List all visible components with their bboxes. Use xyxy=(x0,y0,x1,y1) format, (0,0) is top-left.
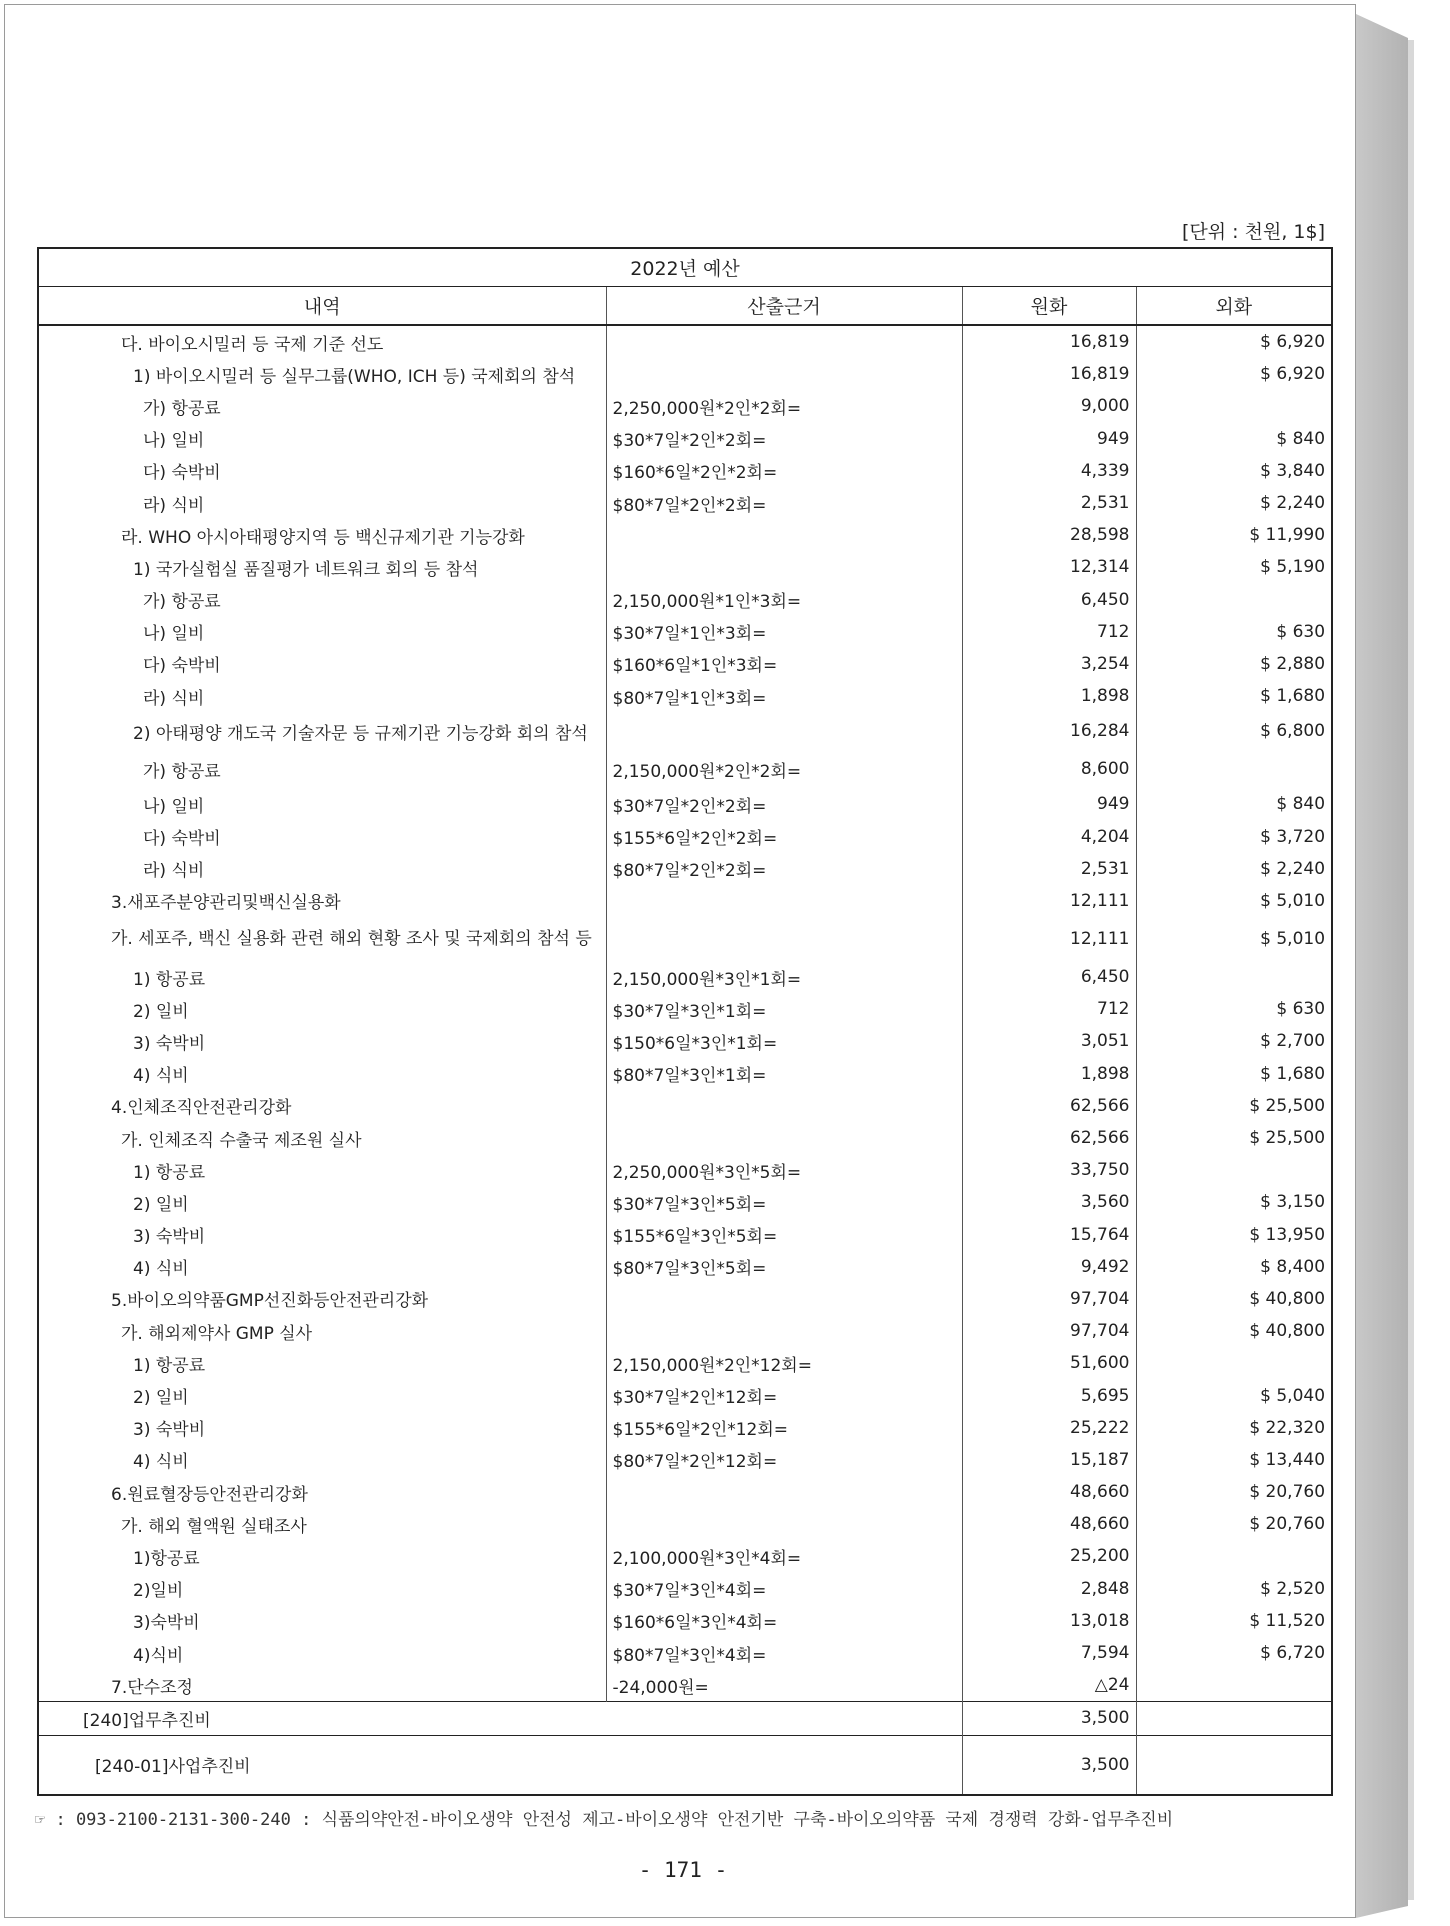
item-label: 5.바이오의약품GMP선진화등안전관리강화 xyxy=(111,1291,429,1312)
cell-usd: $ 2,880 xyxy=(1260,653,1326,674)
cell-basis: $30*7일*2인*2회= xyxy=(606,423,962,455)
cell-basis: 2,150,000원*1인*3회= xyxy=(606,584,962,616)
cell-basis xyxy=(606,1090,962,1122)
item-label: 1) 국가실험실 품질평가 네트워크 회의 등 참석 xyxy=(133,559,479,580)
cell-usd: $ 630 xyxy=(1276,621,1326,642)
cell-usd: $ 1,680 xyxy=(1260,686,1326,707)
cell-usd xyxy=(1136,584,1332,616)
cell-usd: $ 840 xyxy=(1276,794,1326,815)
cell-usd: $ 5,010 xyxy=(1260,929,1326,949)
cell-krw: 3,051 xyxy=(962,1025,1136,1057)
cell-basis: 2,150,000원*3인*1회= xyxy=(606,961,962,993)
cell-usd: $ 2,700 xyxy=(1260,1031,1326,1052)
cell-item xyxy=(38,1186,606,1218)
cell-krw: 16,284 xyxy=(962,712,1136,750)
cell-usd: $ 3,150 xyxy=(1260,1192,1326,1213)
table-row xyxy=(38,1122,1332,1154)
cell-item xyxy=(38,358,606,390)
cell-krw: 7,594 xyxy=(962,1637,1136,1669)
table-row xyxy=(38,1476,1332,1508)
item-label: 2) 일비 xyxy=(133,1001,189,1022)
cell-item xyxy=(38,1444,606,1476)
unit-note: [단위 : 천원, 1$] xyxy=(1182,221,1325,243)
header-basis: 산출근거 xyxy=(606,287,962,326)
table-row xyxy=(38,1605,1332,1637)
cell-krw: 6,450 xyxy=(962,584,1136,616)
table-row xyxy=(38,423,1332,455)
table-row xyxy=(38,1283,1332,1315)
cell-basis: $160*6일*1인*3회= xyxy=(606,648,962,680)
item-label: 1) 항공료 xyxy=(133,969,206,990)
item-label: 라) 식비 xyxy=(143,861,205,882)
cell-item xyxy=(38,885,606,917)
cell-krw: 6,450 xyxy=(962,961,1136,993)
item-label: 3) 숙박비 xyxy=(133,1420,206,1441)
cell-item xyxy=(38,853,606,885)
cell-basis: $30*7일*3인*5회= xyxy=(606,1186,962,1218)
cell-krw: 1,898 xyxy=(962,680,1136,712)
table-row xyxy=(38,455,1332,487)
summary-row xyxy=(38,1735,1332,1795)
table-title: 2022년 예산 xyxy=(38,248,1332,287)
item-label: 가. 세포주, 백신 실용화 관련 해외 현황 조사 및 국제회의 참석 등 xyxy=(111,929,592,949)
cell-basis xyxy=(606,358,962,390)
cell-usd: $ 25,500 xyxy=(1249,1128,1326,1149)
table-row xyxy=(38,1669,1332,1702)
cell-krw: 4,204 xyxy=(962,820,1136,852)
document-page xyxy=(4,4,1356,1918)
cell-basis: $80*7일*2인*12회= xyxy=(606,1444,962,1476)
cell-krw: 3,254 xyxy=(962,648,1136,680)
item-label: 7.단수조정 xyxy=(111,1677,193,1698)
cell-usd: $ 6,920 xyxy=(1260,332,1326,353)
cell-krw: 51,600 xyxy=(962,1347,1136,1379)
cell-item xyxy=(38,1058,606,1090)
item-label: 4)식비 xyxy=(133,1645,184,1666)
summary-usd xyxy=(1136,1702,1332,1735)
cell-basis xyxy=(606,712,962,750)
cell-basis: 2,150,000원*2인*2회= xyxy=(606,750,962,788)
cell-krw: 1,898 xyxy=(962,1058,1136,1090)
cell-item xyxy=(38,1379,606,1411)
cell-item xyxy=(38,1219,606,1251)
table-row xyxy=(38,820,1332,852)
cell-basis xyxy=(606,1508,962,1540)
cell-krw: 48,660 xyxy=(962,1508,1136,1540)
table-row xyxy=(38,390,1332,422)
table-row xyxy=(38,648,1332,680)
page-stack-edge xyxy=(1356,14,1408,1918)
table-row xyxy=(38,1508,1332,1540)
cell-basis: $80*7일*3인*1회= xyxy=(606,1058,962,1090)
cell-item xyxy=(38,1025,606,1057)
item-label: 라) 식비 xyxy=(143,688,205,709)
cell-krw: 15,187 xyxy=(962,1444,1136,1476)
cell-item xyxy=(38,820,606,852)
cell-item xyxy=(38,993,606,1025)
cell-item xyxy=(38,680,606,712)
cell-basis: $80*7일*1인*3회= xyxy=(606,680,962,712)
cell-item xyxy=(38,1122,606,1154)
cell-basis: 2,250,000원*3인*5회= xyxy=(606,1154,962,1186)
cell-krw: 33,750 xyxy=(962,1154,1136,1186)
cell-item xyxy=(38,584,606,616)
cell-item xyxy=(38,1315,606,1347)
item-label: 1) 바이오시밀러 등 실무그룹(WHO, ICH 등) 국제회의 참석 xyxy=(133,366,576,387)
cell-basis xyxy=(606,325,962,358)
item-label: 2) 아태평양 개도국 기술자문 등 규제기관 기능강화 회의 참석 xyxy=(133,723,588,744)
cell-basis: $30*7일*3인*4회= xyxy=(606,1573,962,1605)
cell-usd: $ 8,400 xyxy=(1260,1256,1326,1277)
cell-basis: $80*7일*2인*2회= xyxy=(606,853,962,885)
item-label: 1)항공료 xyxy=(133,1548,200,1569)
item-label: 4) 식비 xyxy=(133,1259,189,1280)
cell-krw: 12,111 xyxy=(962,885,1136,917)
item-label: 2) 일비 xyxy=(133,1388,189,1409)
item-label: 2)일비 xyxy=(133,1581,184,1602)
item-label: 4.인체조직안전관리강화 xyxy=(111,1098,292,1119)
cell-usd xyxy=(1136,1540,1332,1572)
cell-item xyxy=(38,455,606,487)
cell-basis: $155*6일*2인*12회= xyxy=(606,1412,962,1444)
cell-usd: $ 22,320 xyxy=(1249,1417,1326,1438)
cell-basis xyxy=(606,519,962,551)
table-row xyxy=(38,584,1332,616)
cell-krw: 97,704 xyxy=(962,1315,1136,1347)
table-row xyxy=(38,1058,1332,1090)
cell-usd: $ 20,760 xyxy=(1249,1482,1326,1503)
item-label: 3) 숙박비 xyxy=(133,1227,206,1248)
cell-item xyxy=(38,325,606,358)
cell-krw: 9,492 xyxy=(962,1251,1136,1283)
cell-krw: 16,819 xyxy=(962,358,1136,390)
cell-usd: $ 20,760 xyxy=(1249,1514,1326,1535)
cell-usd: $ 840 xyxy=(1276,428,1326,449)
cell-basis: $150*6일*3인*1회= xyxy=(606,1025,962,1057)
item-label: 3) 숙박비 xyxy=(133,1033,206,1054)
cell-basis xyxy=(606,1476,962,1508)
item-label: 가) 항공료 xyxy=(143,761,221,782)
cell-usd: $ 5,040 xyxy=(1260,1385,1326,1406)
cell-basis xyxy=(606,551,962,583)
cell-basis: -24,000원= xyxy=(606,1669,962,1702)
header-usd: 외화 xyxy=(1136,287,1332,326)
table-row xyxy=(38,885,1332,917)
cell-krw: 13,018 xyxy=(962,1605,1136,1637)
cell-item xyxy=(38,1637,606,1669)
cell-item xyxy=(38,519,606,551)
cell-basis: $155*6일*3인*5회= xyxy=(606,1219,962,1251)
cell-basis: $30*7일*2인*2회= xyxy=(606,788,962,820)
cell-basis: 2,150,000원*2인*12회= xyxy=(606,1347,962,1379)
item-label: 4) 식비 xyxy=(133,1452,189,1473)
cell-usd xyxy=(1136,750,1332,788)
summary-krw: 3,500 xyxy=(962,1735,1136,1795)
cell-krw: 97,704 xyxy=(962,1283,1136,1315)
table-row xyxy=(38,1025,1332,1057)
item-label: 가. 해외제약사 GMP 실사 xyxy=(121,1323,313,1344)
table-body xyxy=(38,325,1332,1702)
item-label: 3.새포주분양관리및백신실용화 xyxy=(111,893,341,914)
cell-item xyxy=(38,1605,606,1637)
table-row xyxy=(38,519,1332,551)
item-label: 1) 항공료 xyxy=(133,1162,206,1183)
cell-item xyxy=(38,648,606,680)
cell-krw: 48,660 xyxy=(962,1476,1136,1508)
cell-usd: $ 11,990 xyxy=(1249,525,1326,546)
cell-basis: $30*7일*1인*3회= xyxy=(606,616,962,648)
cell-usd: $ 13,440 xyxy=(1249,1449,1326,1470)
cell-krw: 712 xyxy=(962,993,1136,1025)
item-label: 라. WHO 아시아태평양지역 등 백신규제기관 기능강화 xyxy=(121,527,525,548)
cell-krw: 62,566 xyxy=(962,1122,1136,1154)
page-edge-shadow xyxy=(1408,40,1414,1900)
cell-usd: $ 11,520 xyxy=(1249,1610,1326,1631)
table-row xyxy=(38,1219,1332,1251)
cell-usd: $ 6,920 xyxy=(1260,364,1326,385)
cell-usd: $ 2,520 xyxy=(1260,1578,1326,1599)
cell-krw: 949 xyxy=(962,788,1136,820)
item-label: 가) 항공료 xyxy=(143,592,221,613)
cell-usd: $ 3,840 xyxy=(1260,460,1326,481)
cell-usd: $ 2,240 xyxy=(1260,493,1326,514)
cell-item xyxy=(38,487,606,519)
table-row xyxy=(38,680,1332,712)
cell-basis: $155*6일*2인*2회= xyxy=(606,820,962,852)
table-row xyxy=(38,1090,1332,1122)
table-row xyxy=(38,1444,1332,1476)
cell-usd: $ 5,010 xyxy=(1260,890,1326,911)
table-row xyxy=(38,1154,1332,1186)
cell-usd: $ 5,190 xyxy=(1260,557,1326,578)
table-row xyxy=(38,750,1332,788)
cell-item xyxy=(38,1090,606,1122)
cell-usd: $ 40,800 xyxy=(1249,1288,1326,1309)
summary-krw: 3,500 xyxy=(962,1702,1136,1735)
item-label: 나) 일비 xyxy=(143,796,205,817)
cell-krw: 12,111 xyxy=(962,917,1136,961)
table-row xyxy=(38,1251,1332,1283)
item-label: 6.원료혈장등안전관리강화 xyxy=(111,1484,308,1505)
cell-basis xyxy=(606,1283,962,1315)
cell-basis: $80*7일*2인*2회= xyxy=(606,487,962,519)
table-row xyxy=(38,1379,1332,1411)
table-row xyxy=(38,961,1332,993)
cell-item xyxy=(38,1476,606,1508)
header-item: 내역 xyxy=(38,287,606,326)
cell-usd xyxy=(1136,390,1332,422)
cell-item xyxy=(38,390,606,422)
cell-item xyxy=(38,1508,606,1540)
table-row xyxy=(38,1315,1332,1347)
cell-item xyxy=(38,1573,606,1605)
budget-code-footnote: ☞ : 093-2100-2131-300-240 : 식품의약안전-바이오생약 안전성 제고-바이오생약 안전기반 구축-바이오의약품 국제 경쟁력 강화-업무추진비 xyxy=(35,1810,1174,1830)
cell-usd xyxy=(1136,961,1332,993)
cell-basis: $30*7일*2인*12회= xyxy=(606,1379,962,1411)
table-row xyxy=(38,1412,1332,1444)
cell-basis xyxy=(606,1315,962,1347)
item-label: 다) 숙박비 xyxy=(143,656,221,677)
cell-krw: 9,000 xyxy=(962,390,1136,422)
cell-basis: $80*7일*3인*5회= xyxy=(606,1251,962,1283)
cell-item xyxy=(38,1283,606,1315)
table-row xyxy=(38,1347,1332,1379)
cell-usd: $ 630 xyxy=(1276,999,1326,1020)
cell-item xyxy=(38,961,606,993)
table-row xyxy=(38,788,1332,820)
cell-krw: 15,764 xyxy=(962,1219,1136,1251)
cell-krw: 5,695 xyxy=(962,1379,1136,1411)
table-row xyxy=(38,853,1332,885)
item-label: 1) 항공료 xyxy=(133,1355,206,1376)
cell-basis: $30*7일*3인*1회= xyxy=(606,993,962,1025)
table-summary xyxy=(38,1702,1332,1795)
item-label: 가. 인체조직 수출국 제조원 실사 xyxy=(121,1130,362,1151)
cell-basis xyxy=(606,885,962,917)
cell-usd: $ 3,720 xyxy=(1260,826,1326,847)
item-label: 다) 숙박비 xyxy=(143,829,221,850)
cell-item xyxy=(38,1540,606,1572)
cell-krw: 8,600 xyxy=(962,750,1136,788)
item-label: 가) 항공료 xyxy=(143,398,221,419)
cell-usd xyxy=(1136,1347,1332,1379)
cell-krw: 28,598 xyxy=(962,519,1136,551)
summary-item: [240-01]사업추진비 xyxy=(38,1735,962,1795)
item-label: 가. 해외 혈액원 실태조사 xyxy=(121,1516,307,1537)
cell-item xyxy=(38,616,606,648)
cell-krw: 712 xyxy=(962,616,1136,648)
cell-item xyxy=(38,750,606,788)
table-row xyxy=(38,1540,1332,1572)
cell-krw: 25,200 xyxy=(962,1540,1136,1572)
table-row xyxy=(38,1573,1332,1605)
cell-basis: $160*6일*3인*4회= xyxy=(606,1605,962,1637)
summary-usd xyxy=(1136,1735,1332,1795)
cell-basis xyxy=(606,917,962,961)
cell-krw: 12,314 xyxy=(962,551,1136,583)
budget-table xyxy=(37,247,1333,1796)
summary-row xyxy=(38,1702,1332,1735)
table-row xyxy=(38,616,1332,648)
cell-usd: $ 40,800 xyxy=(1249,1321,1326,1342)
cell-krw: 4,339 xyxy=(962,455,1136,487)
item-label: 2) 일비 xyxy=(133,1194,189,1215)
cell-krw: 2,531 xyxy=(962,487,1136,519)
cell-item xyxy=(38,551,606,583)
table-row xyxy=(38,358,1332,390)
cell-item xyxy=(38,1347,606,1379)
cell-basis: 2,250,000원*2인*2회= xyxy=(606,390,962,422)
cell-krw: 2,848 xyxy=(962,1573,1136,1605)
table-row xyxy=(38,712,1332,750)
table-row xyxy=(38,1186,1332,1218)
item-label: 나) 일비 xyxy=(143,624,205,645)
table-row xyxy=(38,487,1332,519)
item-label: 4) 식비 xyxy=(133,1066,189,1087)
cell-usd: $ 6,800 xyxy=(1260,721,1326,742)
cell-item xyxy=(38,1154,606,1186)
cell-item xyxy=(38,1251,606,1283)
cell-krw: 16,819 xyxy=(962,325,1136,358)
cell-usd: $ 25,500 xyxy=(1249,1095,1326,1116)
table-row xyxy=(38,917,1332,961)
cell-krw: 3,560 xyxy=(962,1186,1136,1218)
cell-item xyxy=(38,423,606,455)
header-krw: 원화 xyxy=(962,287,1136,326)
cell-item xyxy=(38,917,606,961)
cell-item xyxy=(38,1412,606,1444)
cell-basis: 2,100,000원*3인*4회= xyxy=(606,1540,962,1572)
cell-krw: 25,222 xyxy=(962,1412,1136,1444)
cell-item xyxy=(38,788,606,820)
page-number: - 171 - xyxy=(638,1858,728,1882)
cell-usd: $ 6,720 xyxy=(1260,1643,1326,1664)
cell-usd: $ 1,680 xyxy=(1260,1063,1326,1084)
item-label: 나) 일비 xyxy=(143,431,205,452)
table-row xyxy=(38,325,1332,358)
cell-basis xyxy=(606,1122,962,1154)
item-label: 다) 숙박비 xyxy=(143,463,221,484)
cell-basis: $160*6일*2인*2회= xyxy=(606,455,962,487)
cell-usd: $ 2,240 xyxy=(1260,858,1326,879)
table-row xyxy=(38,993,1332,1025)
cell-item xyxy=(38,712,606,750)
cell-basis: $80*7일*3인*4회= xyxy=(606,1637,962,1669)
cell-krw: 949 xyxy=(962,423,1136,455)
cell-usd xyxy=(1136,1669,1332,1702)
cell-krw: 2,531 xyxy=(962,853,1136,885)
summary-item: [240]업무추진비 xyxy=(38,1702,962,1735)
cell-usd: $ 13,950 xyxy=(1249,1224,1326,1245)
item-label: 3)숙박비 xyxy=(133,1613,200,1634)
cell-item xyxy=(38,1669,606,1702)
table-row xyxy=(38,551,1332,583)
item-label: 다. 바이오시밀러 등 국제 기준 선도 xyxy=(121,334,384,355)
table-row xyxy=(38,1637,1332,1669)
cell-krw: △24 xyxy=(962,1669,1136,1702)
cell-krw: 62,566 xyxy=(962,1090,1136,1122)
cell-usd xyxy=(1136,1154,1332,1186)
item-label: 라) 식비 xyxy=(143,495,205,516)
